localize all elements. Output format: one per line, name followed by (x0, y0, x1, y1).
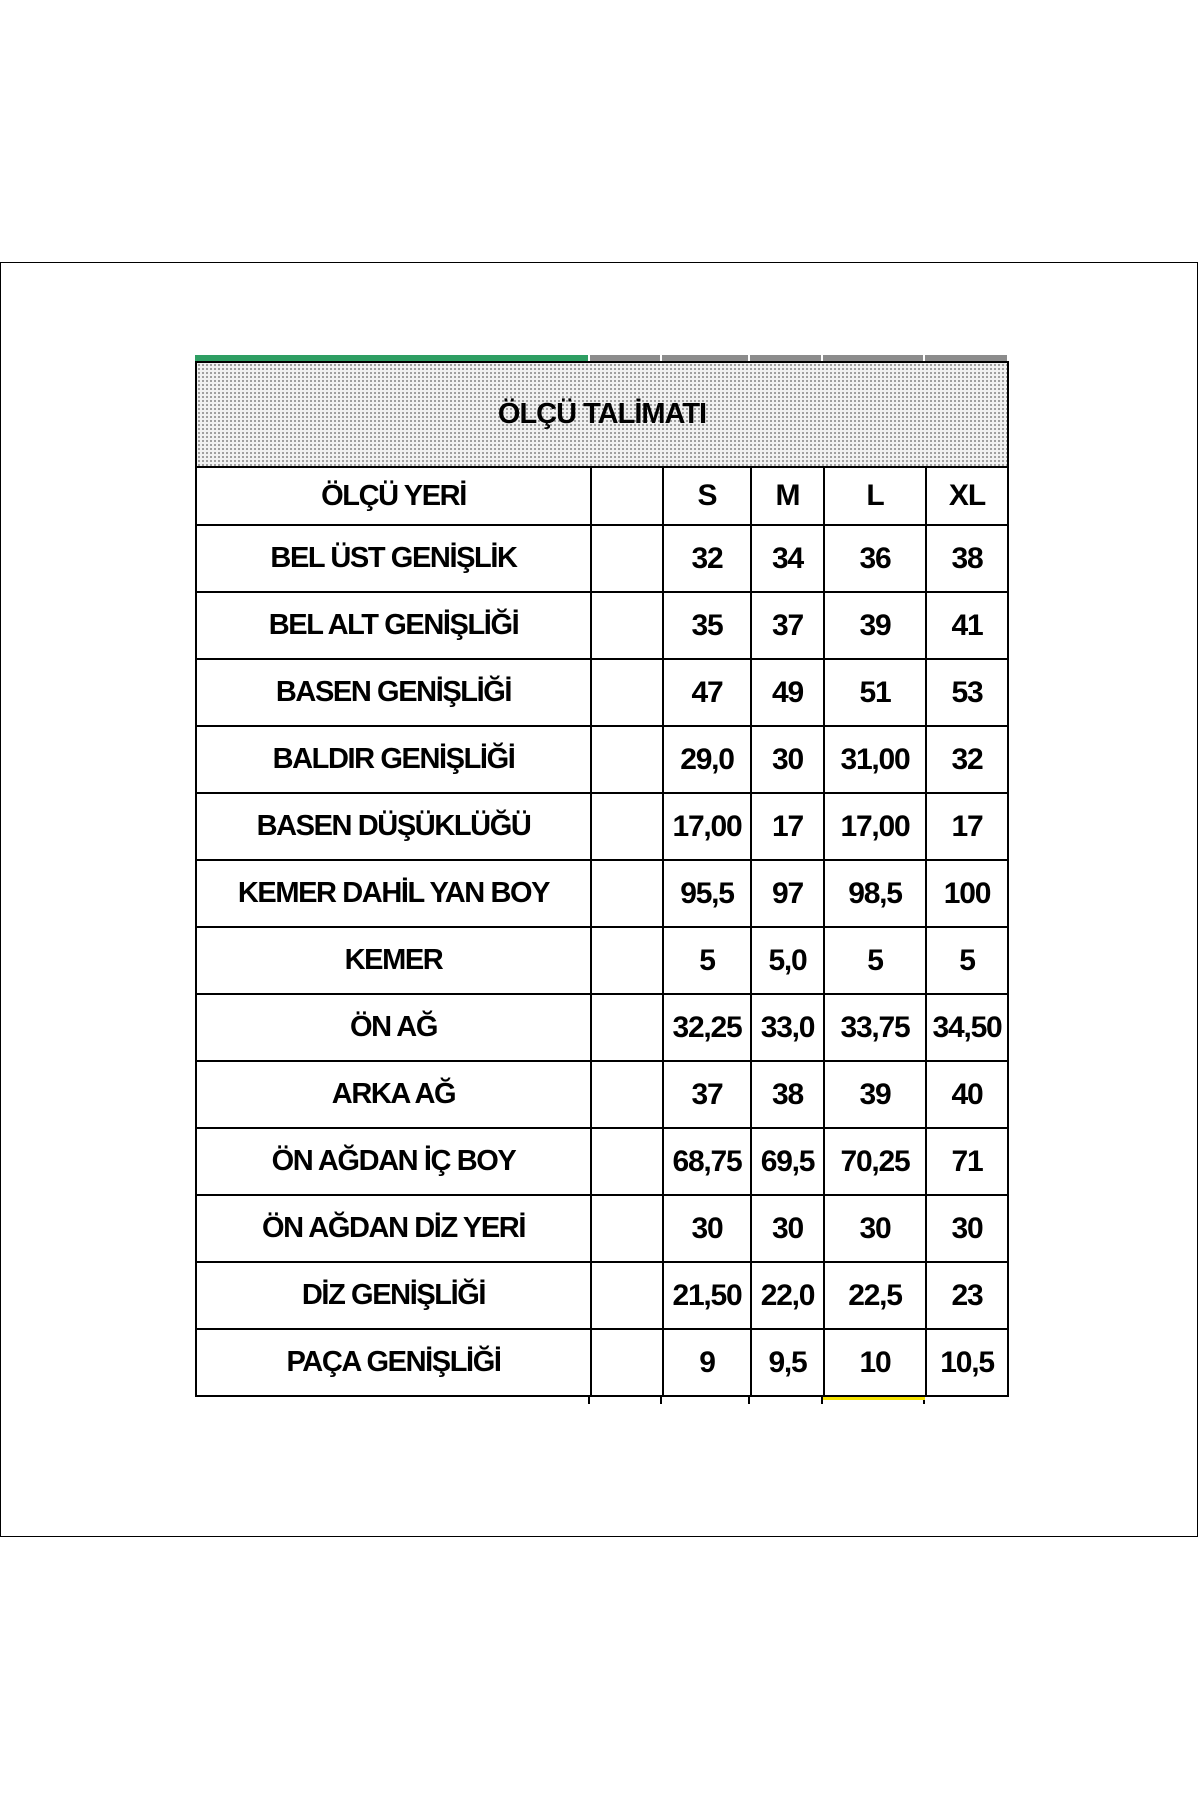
table-row (196, 659, 1008, 726)
value-size-xl: 30 (926, 1195, 1008, 1262)
measure-label: ÖN AĞDAN DİZ YERİ (196, 1195, 591, 1262)
value-size-xl: 23 (926, 1262, 1008, 1329)
blank-cell (591, 860, 663, 927)
value-size-s: 9 (663, 1329, 751, 1396)
value-size-l: 39 (824, 1061, 926, 1128)
blank-cell (591, 525, 663, 592)
measure-label: BASEN GENİŞLİĞİ (196, 659, 591, 726)
table-row (196, 525, 1008, 592)
table-row (196, 927, 1008, 994)
value-size-m: 30 (751, 1195, 824, 1262)
value-size-s: 29,0 (663, 726, 751, 793)
bottom-tick-c (662, 1396, 750, 1404)
bottom-tick-b (590, 1396, 662, 1404)
value-size-l: 98,5 (824, 860, 926, 927)
header-size-m: M (751, 467, 824, 525)
value-size-l: 39 (824, 592, 926, 659)
value-size-m: 33,0 (751, 994, 824, 1061)
value-size-s: 32 (663, 525, 751, 592)
header-measure-point: ÖLÇÜ YERİ (196, 467, 591, 525)
value-size-s: 35 (663, 592, 751, 659)
table-row (196, 592, 1008, 659)
blank-cell (591, 1329, 663, 1396)
table-row (196, 1128, 1008, 1195)
bottom-tick-f (925, 1396, 1007, 1404)
value-size-m: 38 (751, 1061, 824, 1128)
blank-cell (591, 726, 663, 793)
title-row (196, 362, 1008, 467)
value-size-l: 30 (824, 1195, 926, 1262)
value-size-s: 68,75 (663, 1128, 751, 1195)
value-size-l: 22,5 (824, 1262, 926, 1329)
value-size-s: 30 (663, 1195, 751, 1262)
size-chart-table (195, 361, 1009, 1397)
header-blank (591, 467, 663, 525)
spreadsheet-area (195, 355, 1007, 1425)
measure-label: ARKA AĞ (196, 1061, 591, 1128)
selected-cell-highlight (823, 1397, 925, 1400)
value-size-xl: 32 (926, 726, 1008, 793)
value-size-xl: 5 (926, 927, 1008, 994)
measure-label: BEL ALT GENİŞLİĞİ (196, 592, 591, 659)
measure-label: PAÇA GENİŞLİĞİ (196, 1329, 591, 1396)
blank-cell (591, 1262, 663, 1329)
table-row (196, 1061, 1008, 1128)
value-size-l: 5 (824, 927, 926, 994)
value-size-xl: 17 (926, 793, 1008, 860)
table-row (196, 1262, 1008, 1329)
value-size-m: 5,0 (751, 927, 824, 994)
value-size-s: 95,5 (663, 860, 751, 927)
value-size-s: 37 (663, 1061, 751, 1128)
blank-cell (591, 1195, 663, 1262)
value-size-xl: 41 (926, 592, 1008, 659)
value-size-m: 49 (751, 659, 824, 726)
value-size-m: 30 (751, 726, 824, 793)
blank-cell (591, 1061, 663, 1128)
value-size-l: 33,75 (824, 994, 926, 1061)
blank-cell (591, 793, 663, 860)
header-row (196, 467, 1008, 525)
value-size-l: 36 (824, 525, 926, 592)
measure-label: KEMER (196, 927, 591, 994)
value-size-s: 5 (663, 927, 751, 994)
value-size-xl: 38 (926, 525, 1008, 592)
measure-label: ÖN AĞDAN İÇ BOY (196, 1128, 591, 1195)
header-size-l: L (824, 467, 926, 525)
value-size-m: 69,5 (751, 1128, 824, 1195)
value-size-m: 97 (751, 860, 824, 927)
value-size-xl: 10,5 (926, 1329, 1008, 1396)
table-title: ÖLÇÜ TALİMATI (196, 362, 1008, 467)
value-size-xl: 53 (926, 659, 1008, 726)
value-size-m: 37 (751, 592, 824, 659)
value-size-xl: 71 (926, 1128, 1008, 1195)
value-size-xl: 100 (926, 860, 1008, 927)
bottom-tick-d (750, 1396, 823, 1404)
value-size-s: 21,50 (663, 1262, 751, 1329)
value-size-xl: 34,50 (926, 994, 1008, 1061)
table-row (196, 860, 1008, 927)
value-size-l: 31,00 (824, 726, 926, 793)
measure-label: BALDIR GENİŞLİĞİ (196, 726, 591, 793)
blank-cell (591, 927, 663, 994)
measure-label: BASEN DÜŞÜKLÜĞÜ (196, 793, 591, 860)
table-row (196, 994, 1008, 1061)
value-size-l: 10 (824, 1329, 926, 1396)
value-size-s: 47 (663, 659, 751, 726)
value-size-s: 32,25 (663, 994, 751, 1061)
header-size-xl: XL (926, 467, 1008, 525)
value-size-m: 9,5 (751, 1329, 824, 1396)
bottom-tick-a (195, 1396, 590, 1404)
value-size-s: 17,00 (663, 793, 751, 860)
table-row (196, 1195, 1008, 1262)
blank-cell (591, 1128, 663, 1195)
value-size-l: 70,25 (824, 1128, 926, 1195)
table-row (196, 726, 1008, 793)
measure-label: KEMER DAHİL YAN BOY (196, 860, 591, 927)
measure-label: BEL ÜST GENİŞLİK (196, 525, 591, 592)
measure-label: DİZ GENİŞLİĞİ (196, 1262, 591, 1329)
value-size-l: 17,00 (824, 793, 926, 860)
header-size-s: S (663, 467, 751, 525)
blank-cell (591, 659, 663, 726)
value-size-l: 51 (824, 659, 926, 726)
table-row (196, 1329, 1008, 1396)
value-size-m: 22,0 (751, 1262, 824, 1329)
measure-label: ÖN AĞ (196, 994, 591, 1061)
table-row (196, 793, 1008, 860)
value-size-m: 17 (751, 793, 824, 860)
value-size-m: 34 (751, 525, 824, 592)
value-size-xl: 40 (926, 1061, 1008, 1128)
blank-cell (591, 592, 663, 659)
blank-cell (591, 994, 663, 1061)
